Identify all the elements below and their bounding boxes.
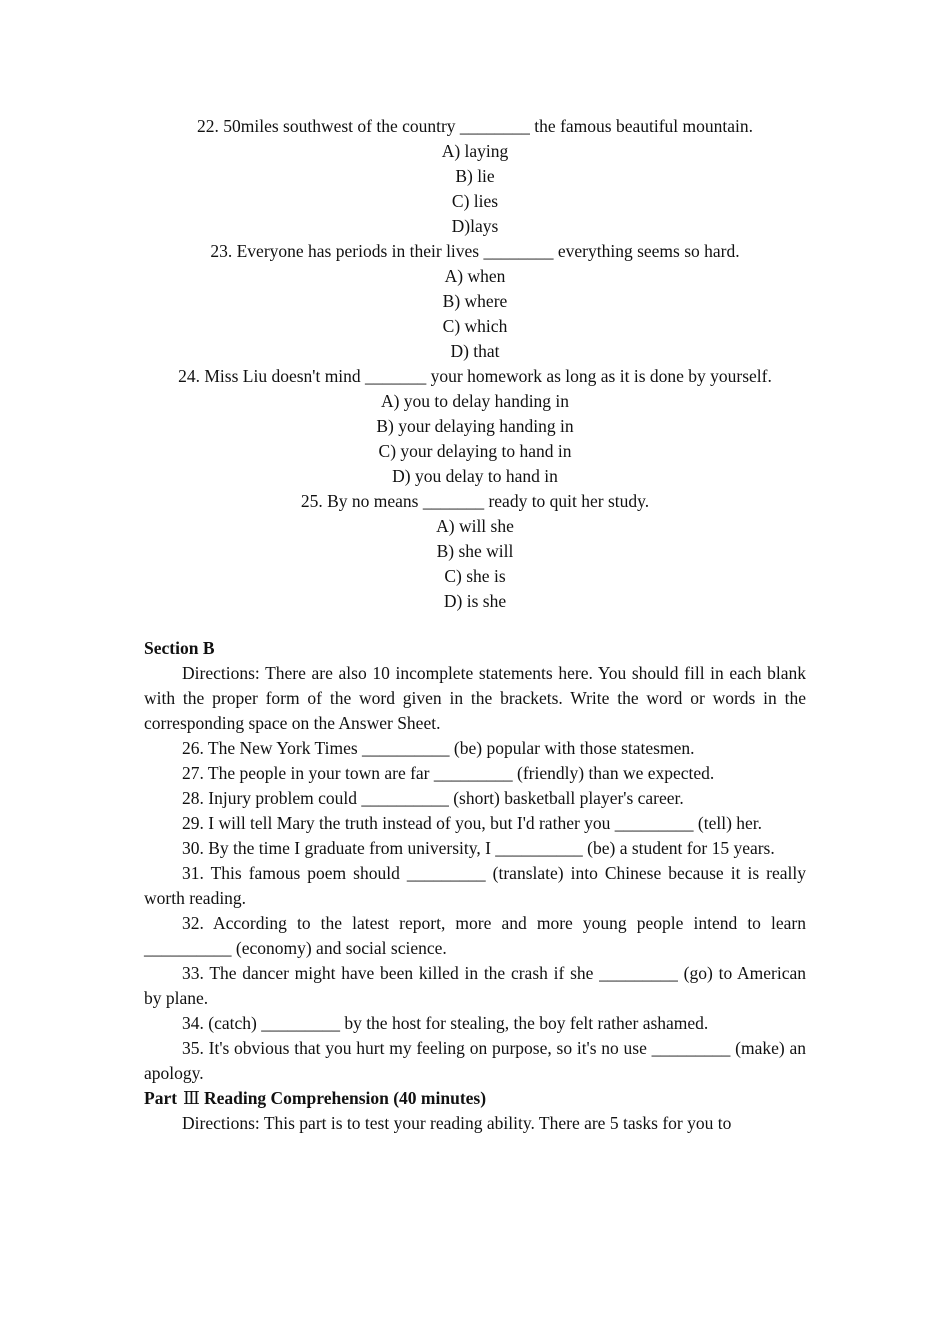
part-title: Reading Comprehension (40 minutes) xyxy=(203,1088,487,1108)
part3-heading xyxy=(144,1086,806,1111)
part3-directions: Directions: This part is to test your reading ability. There are 5 tasks for you to xyxy=(182,1113,732,1133)
fill-item-30: 30. By the time I graduate from university, I __________ (be) a student for 15 years. xyxy=(182,838,775,858)
exam-page xyxy=(144,114,806,1136)
fill-item-35: 35. It's obvious that you hurt my feeling on purpose, so it's no use _________ (make) an apology. xyxy=(144,1038,806,1083)
part-numeral: Ⅲ xyxy=(183,1088,200,1108)
spacer xyxy=(144,614,806,636)
question-stem: 22. 50miles southwest of the country ________ the famous beautiful mountain. xyxy=(196,116,754,136)
option-d: D) you delay to hand in xyxy=(392,466,558,486)
option-b: B) lie xyxy=(455,166,495,186)
fill-item-34: 34. (catch) _________ by the host for stealing, the boy felt rather ashamed. xyxy=(182,1013,709,1033)
option-d: D)lays xyxy=(451,216,499,236)
fill-item-32: 32. According to the latest report, more and more young people intend to learn __________ (economy) and social science. xyxy=(144,913,806,958)
option-a: A) will she xyxy=(436,516,514,536)
question-stem: 23. Everyone has periods in their lives ________ everything seems so hard. xyxy=(210,241,740,261)
question-stem: 25. By no means _______ ready to quit her study. xyxy=(300,491,650,511)
question-22 xyxy=(144,114,806,239)
fill-item-31: 31. This famous poem should _________ (translate) into Chinese because it is really worth reading. xyxy=(144,863,806,908)
option-b: B) where xyxy=(442,291,508,311)
option-c: C) lies xyxy=(451,191,499,211)
part-label: Part xyxy=(144,1088,178,1108)
question-24 xyxy=(144,364,806,489)
option-c: C) she is xyxy=(444,566,506,586)
option-a: A) laying xyxy=(441,141,509,161)
option-b: B) she will xyxy=(436,541,514,561)
fill-item-27: 27. The people in your town are far _________ (friendly) than we expected. xyxy=(182,763,715,783)
option-c: C) your delaying to hand in xyxy=(378,441,572,461)
fill-item-33: 33. The dancer might have been killed in the crash if she _________ (go) to American by plane. xyxy=(144,963,806,1008)
option-c: C) which xyxy=(442,316,508,336)
section-b-heading: Section B xyxy=(144,638,215,658)
option-d: D) that xyxy=(450,341,500,361)
option-d: D) is she xyxy=(443,591,507,611)
question-stem: 24. Miss Liu doesn't mind _______ your homework as long as it is done by yourself. xyxy=(178,366,772,386)
question-25 xyxy=(144,489,806,614)
option-b: B) your delaying handing in xyxy=(376,416,574,436)
question-23 xyxy=(144,239,806,364)
fill-item-26: 26. The New York Times __________ (be) popular with those statesmen. xyxy=(182,738,695,758)
fill-item-29: 29. I will tell Mary the truth instead of you, but I'd rather you _________ (tell) her. xyxy=(182,813,763,833)
option-a: A) when xyxy=(444,266,506,286)
option-a: A) you to delay handing in xyxy=(380,391,570,411)
fill-item-28: 28. Injury problem could __________ (short) basketball player's career. xyxy=(182,788,684,808)
section-b-directions: Directions: There are also 10 incomplete statements here. You should fill in each blank with the proper form of the word given in the brackets. Write the word or words in the corresponding space on the Answer Sheet. xyxy=(144,663,806,733)
